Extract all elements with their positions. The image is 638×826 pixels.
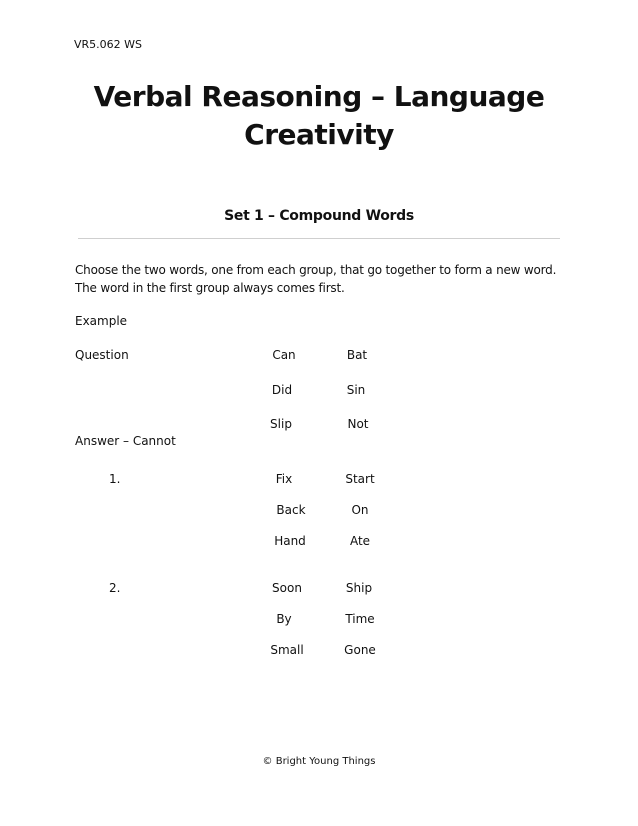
example-left-word: Did (271, 383, 293, 397)
page-title-line-1: Verbal Reasoning – Language (93, 80, 545, 113)
question-number: 1. (109, 472, 121, 486)
set-title: Set 1 – Compound Words (224, 208, 414, 224)
example-right-word: Sin (346, 383, 366, 397)
example-right-word: Not (347, 417, 369, 431)
answer-label: Answer – Cannot (75, 434, 176, 448)
question-right-word: Gone (344, 643, 376, 657)
question-left-word: Soon (272, 581, 302, 595)
instructions: Choose the two words, one from each group, that go together to form a new word. The word in the first group always comes first. (75, 263, 557, 295)
question-left-word: By (276, 612, 292, 626)
question-left-word: Fix (275, 472, 293, 486)
question-left-word: Small (270, 643, 304, 657)
page-title (0, 78, 638, 154)
example-left-word: Can (272, 348, 296, 362)
question-left-word: Hand (274, 534, 306, 548)
question-right-word: On (351, 503, 369, 517)
question-right-word: Start (345, 472, 375, 486)
question-number: 2. (109, 581, 121, 595)
question-label: Question (75, 348, 129, 362)
example-left-word: Slip (270, 417, 292, 431)
question-right-word: Ate (349, 534, 371, 548)
document-code: VR5.062 WS (74, 38, 143, 51)
footer-copyright: © Bright Young Things (262, 756, 376, 767)
question-right-word: Time (345, 612, 375, 626)
page-title-line-2: Creativity (244, 118, 394, 151)
divider (78, 238, 560, 239)
question-right-word: Ship (345, 581, 373, 595)
example-label: Example (75, 314, 128, 328)
question-left-word: Back (276, 503, 306, 517)
example-right-word: Bat (346, 348, 368, 362)
